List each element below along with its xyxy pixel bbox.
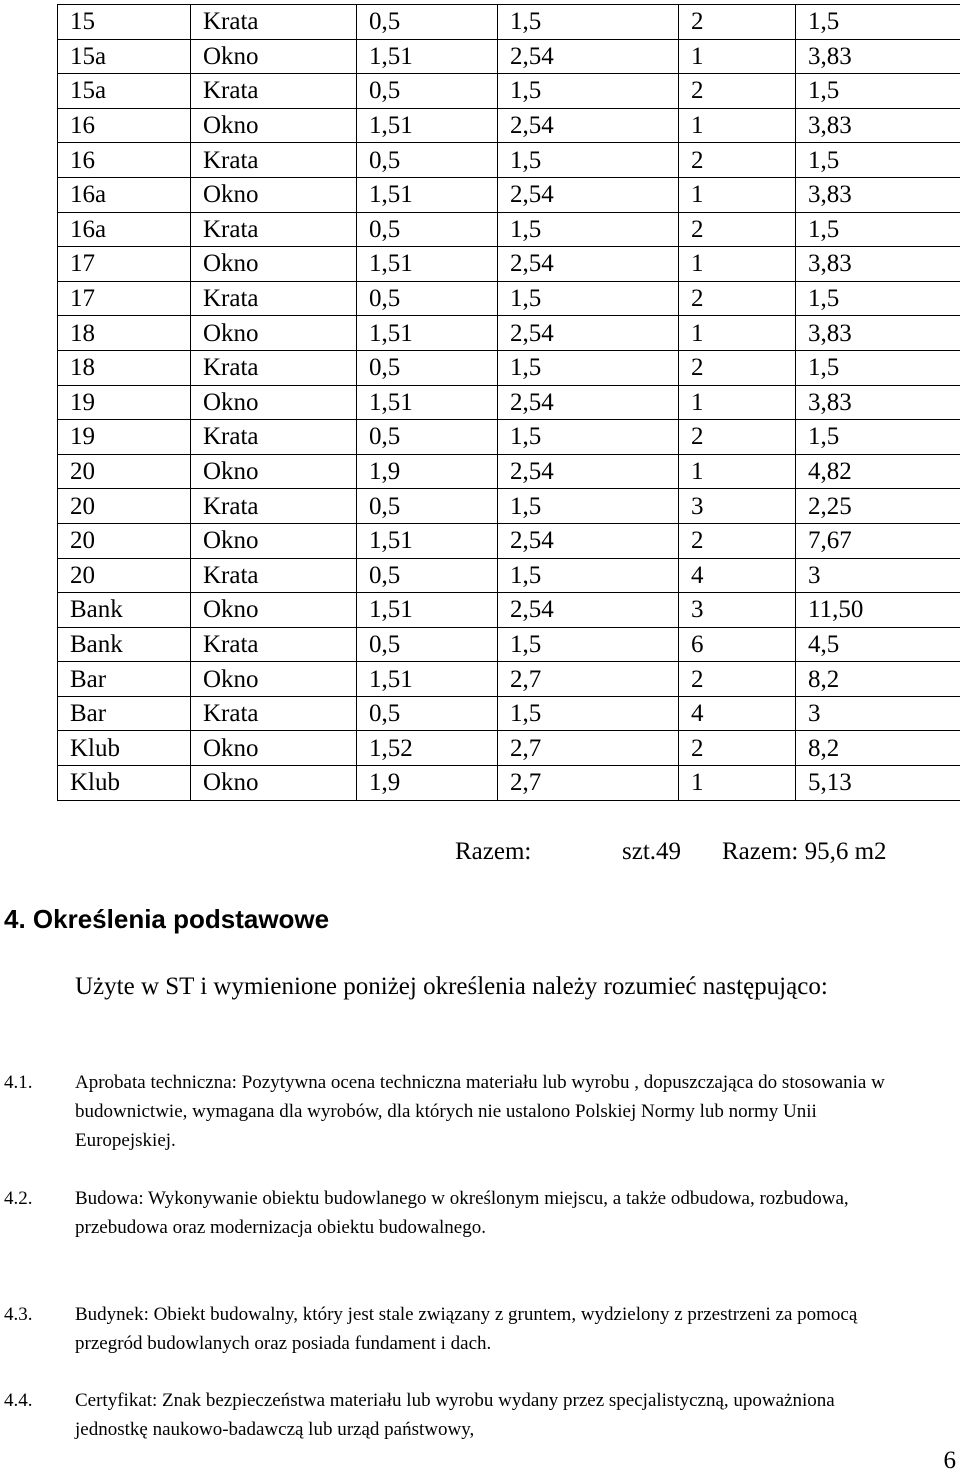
definition-number: 4.1. <box>4 1072 33 1093</box>
quantity-cell: 1 <box>679 454 796 489</box>
table-row <box>58 39 960 74</box>
height-cell: 1,5 <box>498 281 679 316</box>
room-cell: Klub <box>58 766 191 801</box>
width-cell: 0,5 <box>357 350 498 385</box>
type-cell: Krata <box>191 420 357 455</box>
room-cell: 15a <box>58 39 191 74</box>
height-cell: 2,7 <box>498 731 679 766</box>
width-cell: 1,9 <box>357 766 498 801</box>
definition-text: Budowa: Wykonywanie obiektu budowlanego w określonym miejscu, a także odbudowa, rozbudowa, przebudowa oraz modernizacja obiektu budowalnego. <box>75 1188 849 1238</box>
height-cell: 1,5 <box>498 74 679 109</box>
quantity-cell: 1 <box>679 108 796 143</box>
width-cell: 1,52 <box>357 731 498 766</box>
width-cell: 1,51 <box>357 593 498 628</box>
quantity-cell: 1 <box>679 385 796 420</box>
definition-text: Budynek: Obiekt budowalny, który jest stale związany z gruntem, wydzielony z przestrzeni za pomocą przegród budowlanych oraz posiada fundament i dach. <box>75 1304 858 1354</box>
area-cell: 3,83 <box>796 316 960 351</box>
table-row <box>58 523 960 558</box>
quantity-cell: 3 <box>679 489 796 524</box>
height-cell: 2,54 <box>498 177 679 212</box>
height-cell: 2,54 <box>498 454 679 489</box>
type-cell: Okno <box>191 316 357 351</box>
page-number: 6 <box>943 1447 956 1474</box>
room-cell: 18 <box>58 350 191 385</box>
summary-area: Razem: 95,6 m2 <box>722 838 887 865</box>
quantity-cell: 2 <box>679 212 796 247</box>
width-cell: 0,5 <box>357 74 498 109</box>
table-row <box>58 247 960 282</box>
room-cell: Klub <box>58 731 191 766</box>
height-cell: 2,54 <box>498 108 679 143</box>
width-cell: 1,51 <box>357 385 498 420</box>
width-cell: 0,5 <box>357 420 498 455</box>
room-cell: 20 <box>58 558 191 593</box>
type-cell: Krata <box>191 74 357 109</box>
quantity-cell: 3 <box>679 593 796 628</box>
table-row <box>58 627 960 662</box>
type-cell: Okno <box>191 247 357 282</box>
area-cell: 3,83 <box>796 177 960 212</box>
room-cell: 16a <box>58 212 191 247</box>
table-row <box>58 74 960 109</box>
quantity-cell: 1 <box>679 316 796 351</box>
definition-number: 4.4. <box>4 1390 33 1411</box>
area-cell: 3,83 <box>796 247 960 282</box>
table-row <box>58 177 960 212</box>
height-cell: 1,5 <box>498 350 679 385</box>
type-cell: Okno <box>191 385 357 420</box>
room-cell: Bar <box>58 696 191 731</box>
quantity-cell: 2 <box>679 74 796 109</box>
table-row <box>58 454 960 489</box>
type-cell: Krata <box>191 489 357 524</box>
summary-label: Razem: <box>455 838 532 865</box>
area-cell: 1,5 <box>796 350 960 385</box>
area-cell: 1,5 <box>796 281 960 316</box>
quantity-cell: 2 <box>679 420 796 455</box>
table-row <box>58 766 960 801</box>
type-cell: Okno <box>191 731 357 766</box>
area-cell: 1,5 <box>796 420 960 455</box>
table-row <box>58 143 960 178</box>
table-body <box>58 5 960 801</box>
height-cell: 2,7 <box>498 662 679 697</box>
quantity-cell: 4 <box>679 558 796 593</box>
width-cell: 0,5 <box>357 489 498 524</box>
table-row <box>58 316 960 351</box>
type-cell: Okno <box>191 593 357 628</box>
width-cell: 0,5 <box>357 5 498 40</box>
height-cell: 1,5 <box>498 558 679 593</box>
area-cell: 11,50 <box>796 593 960 628</box>
table-row <box>58 350 960 385</box>
table-row <box>58 385 960 420</box>
section-heading: 4. Określenia podstawowe <box>4 904 330 934</box>
room-cell: Bank <box>58 593 191 628</box>
area-cell: 3 <box>796 696 960 731</box>
width-cell: 1,51 <box>357 316 498 351</box>
room-cell: 16 <box>58 108 191 143</box>
room-cell: 20 <box>58 489 191 524</box>
type-cell: Okno <box>191 662 357 697</box>
height-cell: 1,5 <box>498 143 679 178</box>
definition-text: Certyfikat: Znak bezpieczeństwa materiału lub wyrobu wydany przez specjalistyczną, upoważniona jednostkę naukowo-badawczą lub urząd państwowy, <box>75 1390 835 1440</box>
type-cell: Krata <box>191 627 357 662</box>
room-cell: 15a <box>58 74 191 109</box>
quantity-cell: 2 <box>679 143 796 178</box>
room-cell: 17 <box>58 247 191 282</box>
height-cell: 2,54 <box>498 593 679 628</box>
width-cell: 0,5 <box>357 627 498 662</box>
area-cell: 7,67 <box>796 523 960 558</box>
height-cell: 1,5 <box>498 5 679 40</box>
table-row <box>58 108 960 143</box>
table-row <box>58 593 960 628</box>
area-cell: 8,2 <box>796 662 960 697</box>
height-cell: 1,5 <box>498 696 679 731</box>
type-cell: Krata <box>191 143 357 178</box>
room-cell: 20 <box>58 454 191 489</box>
quantity-cell: 2 <box>679 523 796 558</box>
table-row <box>58 212 960 247</box>
area-cell: 4,82 <box>796 454 960 489</box>
quantity-cell: 2 <box>679 350 796 385</box>
room-cell: 20 <box>58 523 191 558</box>
area-cell: 1,5 <box>796 212 960 247</box>
type-cell: Okno <box>191 454 357 489</box>
quantity-cell: 1 <box>679 247 796 282</box>
quantity-cell: 1 <box>679 39 796 74</box>
summary-count: szt.49 <box>622 838 682 865</box>
type-cell: Krata <box>191 212 357 247</box>
type-cell: Krata <box>191 281 357 316</box>
width-cell: 1,51 <box>357 108 498 143</box>
type-cell: Okno <box>191 523 357 558</box>
definition-number: 4.2. <box>4 1188 33 1209</box>
area-cell: 1,5 <box>796 5 960 40</box>
area-cell: 4,5 <box>796 627 960 662</box>
area-cell: 3,83 <box>796 39 960 74</box>
definition-text: Aprobata techniczna: Pozytywna ocena techniczna materiału lub wyrobu , dopuszczająca do stosowania w budownictwie, wymagana dla wyrobów, dla których nie ustalono Polskiej Normy lub normy Unii Europejskiej. <box>75 1072 885 1151</box>
height-cell: 2,54 <box>498 385 679 420</box>
height-cell: 1,5 <box>498 420 679 455</box>
room-cell: 15 <box>58 5 191 40</box>
area-cell: 1,5 <box>796 74 960 109</box>
type-cell: Krata <box>191 350 357 385</box>
section-intro: Użyte w ST i wymienione poniżej określenia należy rozumieć następująco: <box>75 973 828 1000</box>
width-cell: 0,5 <box>357 558 498 593</box>
room-cell: 19 <box>58 420 191 455</box>
type-cell: Krata <box>191 558 357 593</box>
width-cell: 0,5 <box>357 143 498 178</box>
quantity-cell: 4 <box>679 696 796 731</box>
room-cell: 18 <box>58 316 191 351</box>
width-cell: 0,5 <box>357 281 498 316</box>
table-row <box>58 662 960 697</box>
height-cell: 2,54 <box>498 523 679 558</box>
type-cell: Krata <box>191 696 357 731</box>
room-cell: 17 <box>58 281 191 316</box>
area-cell: 8,2 <box>796 731 960 766</box>
width-cell: 0,5 <box>357 212 498 247</box>
height-cell: 2,54 <box>498 316 679 351</box>
quantity-cell: 2 <box>679 731 796 766</box>
area-cell: 3,83 <box>796 385 960 420</box>
room-cell: Bar <box>58 662 191 697</box>
type-cell: Okno <box>191 108 357 143</box>
height-cell: 2,7 <box>498 766 679 801</box>
table-row <box>58 420 960 455</box>
table-row <box>58 5 960 40</box>
table-row <box>58 489 960 524</box>
quantity-cell: 2 <box>679 5 796 40</box>
height-cell: 2,54 <box>498 39 679 74</box>
table-row <box>58 696 960 731</box>
width-cell: 0,5 <box>357 696 498 731</box>
area-cell: 2,25 <box>796 489 960 524</box>
area-cell: 3,83 <box>796 108 960 143</box>
area-cell: 5,13 <box>796 766 960 801</box>
height-cell: 2,54 <box>498 247 679 282</box>
height-cell: 1,5 <box>498 212 679 247</box>
height-cell: 1,5 <box>498 489 679 524</box>
width-cell: 1,51 <box>357 177 498 212</box>
area-cell: 1,5 <box>796 143 960 178</box>
definition-number: 4.3. <box>4 1304 33 1325</box>
width-cell: 1,51 <box>357 39 498 74</box>
quantity-cell: 6 <box>679 627 796 662</box>
windows-table <box>57 4 960 801</box>
room-cell: 19 <box>58 385 191 420</box>
quantity-cell: 1 <box>679 177 796 212</box>
table-row <box>58 558 960 593</box>
table-row <box>58 731 960 766</box>
quantity-cell: 2 <box>679 281 796 316</box>
width-cell: 1,51 <box>357 523 498 558</box>
width-cell: 1,51 <box>357 247 498 282</box>
height-cell: 1,5 <box>498 627 679 662</box>
room-cell: Bank <box>58 627 191 662</box>
width-cell: 1,9 <box>357 454 498 489</box>
type-cell: Krata <box>191 5 357 40</box>
room-cell: 16a <box>58 177 191 212</box>
room-cell: 16 <box>58 143 191 178</box>
type-cell: Okno <box>191 766 357 801</box>
width-cell: 1,51 <box>357 662 498 697</box>
area-cell: 3 <box>796 558 960 593</box>
table-row <box>58 281 960 316</box>
quantity-cell: 1 <box>679 766 796 801</box>
quantity-cell: 2 <box>679 662 796 697</box>
type-cell: Okno <box>191 39 357 74</box>
type-cell: Okno <box>191 177 357 212</box>
